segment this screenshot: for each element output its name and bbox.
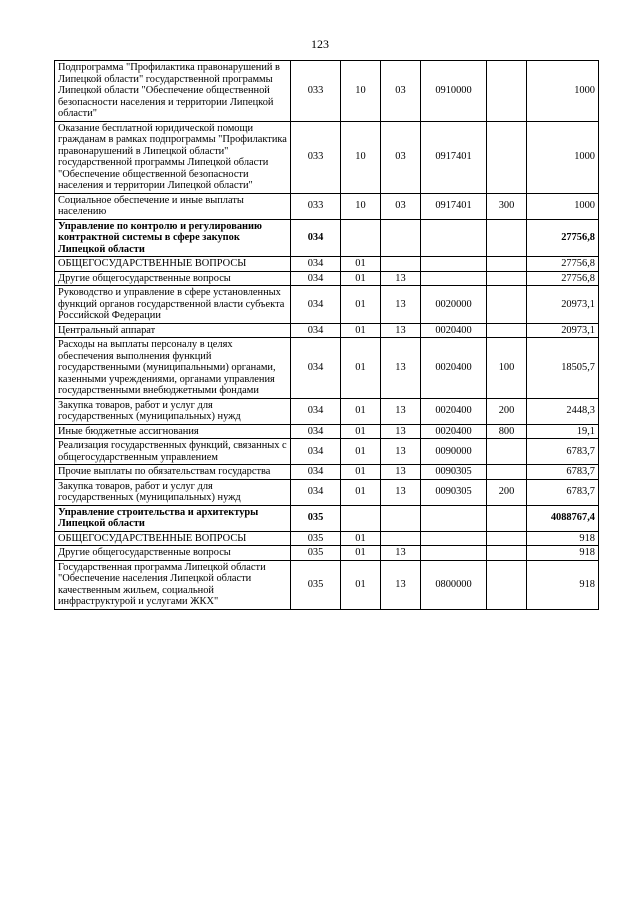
cell-section: 01	[341, 439, 381, 465]
cell-name: ОБЩЕГОСУДАРСТВЕННЫЕ ВОПРОСЫ	[55, 531, 291, 546]
cell-amount: 1000	[527, 121, 599, 193]
cell-expense-type: 800	[487, 424, 527, 439]
cell-name: Прочие выплаты по обязательствам государства	[55, 465, 291, 480]
cell-section: 01	[341, 398, 381, 424]
cell-target-article: 0917401	[421, 121, 487, 193]
cell-target-article	[421, 531, 487, 546]
cell-target-article: 0090305	[421, 479, 487, 505]
cell-subsection: 13	[381, 560, 421, 609]
cell-name: Центральный аппарат	[55, 323, 291, 338]
cell-expense-type	[487, 560, 527, 609]
cell-target-article	[421, 257, 487, 272]
cell-expense-type: 100	[487, 338, 527, 399]
cell-name: Управление по контролю и регулированию контрактной системы в сфере закупок Липецкой области	[55, 219, 291, 257]
cell-subsection: 13	[381, 424, 421, 439]
cell-amount: 4088767,4	[527, 505, 599, 531]
cell-ved: 035	[291, 505, 341, 531]
cell-ved: 034	[291, 439, 341, 465]
cell-target-article: 0910000	[421, 61, 487, 122]
table-row	[55, 424, 599, 439]
cell-name: ОБЩЕГОСУДАРСТВЕННЫЕ ВОПРОСЫ	[55, 257, 291, 272]
cell-section: 10	[341, 193, 381, 219]
table-row	[55, 560, 599, 609]
cell-amount: 918	[527, 531, 599, 546]
cell-name: Подпрограмма "Профилактика правонарушений в Липецкой области" государственной программы Липецкой области "Обеспечение общественной безопасности населения и территории Липецкой области"	[55, 61, 291, 122]
cell-name: Расходы на выплаты персоналу в целях обеспечения выполнения функций государственными (муниципальными) органами, казенными учреждениями, органами управления государственными внебюджетными фондами	[55, 338, 291, 399]
cell-section: 01	[341, 323, 381, 338]
table-row	[55, 531, 599, 546]
cell-subsection	[381, 219, 421, 257]
cell-subsection: 03	[381, 61, 421, 122]
cell-section: 01	[341, 338, 381, 399]
cell-ved: 034	[291, 219, 341, 257]
cell-target-article: 0020400	[421, 424, 487, 439]
table-row	[55, 338, 599, 399]
table-row	[55, 439, 599, 465]
cell-ved: 035	[291, 560, 341, 609]
cell-target-article: 0020400	[421, 338, 487, 399]
cell-subsection	[381, 257, 421, 272]
cell-section	[341, 219, 381, 257]
cell-subsection: 13	[381, 323, 421, 338]
cell-section: 01	[341, 424, 381, 439]
cell-section: 01	[341, 531, 381, 546]
cell-section: 01	[341, 257, 381, 272]
cell-ved: 034	[291, 271, 341, 286]
cell-target-article: 0090305	[421, 465, 487, 480]
cell-ved: 034	[291, 286, 341, 324]
table-row	[55, 257, 599, 272]
cell-section: 10	[341, 61, 381, 122]
cell-name: Закупка товаров, работ и услуг для государственных (муниципальных) нужд	[55, 479, 291, 505]
cell-section: 01	[341, 286, 381, 324]
cell-amount: 1000	[527, 193, 599, 219]
table-row	[55, 479, 599, 505]
cell-target-article: 0020400	[421, 323, 487, 338]
cell-amount: 20973,1	[527, 323, 599, 338]
cell-name: Руководство и управление в сфере установленных функций органов государственной власти субъекта Российской Федерации	[55, 286, 291, 324]
cell-ved: 034	[291, 479, 341, 505]
cell-expense-type: 200	[487, 398, 527, 424]
cell-target-article: 0917401	[421, 193, 487, 219]
cell-ved: 034	[291, 424, 341, 439]
cell-subsection: 13	[381, 439, 421, 465]
cell-section	[341, 505, 381, 531]
cell-ved: 035	[291, 546, 341, 561]
cell-amount: 27756,8	[527, 257, 599, 272]
cell-name: Реализация государственных функций, связанных с общегосударственным управлением	[55, 439, 291, 465]
cell-amount: 18505,7	[527, 338, 599, 399]
cell-amount: 6783,7	[527, 479, 599, 505]
table-row	[55, 193, 599, 219]
table-row	[55, 121, 599, 193]
cell-subsection: 13	[381, 479, 421, 505]
cell-subsection: 13	[381, 271, 421, 286]
cell-expense-type	[487, 505, 527, 531]
cell-amount: 918	[527, 560, 599, 609]
cell-expense-type: 300	[487, 193, 527, 219]
cell-amount: 6783,7	[527, 465, 599, 480]
cell-target-article: 0020400	[421, 398, 487, 424]
cell-name: Закупка товаров, работ и услуг для государственных (муниципальных) нужд	[55, 398, 291, 424]
cell-section: 10	[341, 121, 381, 193]
cell-expense-type	[487, 257, 527, 272]
cell-amount: 27756,8	[527, 271, 599, 286]
table-row	[55, 323, 599, 338]
table-row	[55, 546, 599, 561]
cell-ved: 033	[291, 121, 341, 193]
cell-name: Социальное обеспечение и иные выплаты населению	[55, 193, 291, 219]
cell-subsection	[381, 505, 421, 531]
cell-ved: 034	[291, 257, 341, 272]
cell-target-article	[421, 546, 487, 561]
cell-name: Оказание бесплатной юридической помощи гражданам в рамках подпрограммы "Профилактика правонарушений в Липецкой области" государственной программы Липецкой области "Обеспечение общественной безопасности населения и территории Липецкой области"	[55, 121, 291, 193]
cell-expense-type	[487, 531, 527, 546]
cell-target-article: 0800000	[421, 560, 487, 609]
cell-target-article	[421, 271, 487, 286]
table-row	[55, 271, 599, 286]
cell-name: Управление строительства и архитектуры Липецкой области	[55, 505, 291, 531]
cell-expense-type	[487, 61, 527, 122]
cell-expense-type	[487, 286, 527, 324]
cell-ved: 033	[291, 61, 341, 122]
cell-name: Иные бюджетные ассигнования	[55, 424, 291, 439]
cell-expense-type	[487, 465, 527, 480]
cell-expense-type	[487, 271, 527, 286]
cell-name: Другие общегосударственные вопросы	[55, 271, 291, 286]
cell-amount: 20973,1	[527, 286, 599, 324]
cell-ved: 035	[291, 531, 341, 546]
budget-table	[54, 60, 599, 610]
cell-amount: 19,1	[527, 424, 599, 439]
budget-table-body	[55, 61, 599, 610]
cell-target-article	[421, 505, 487, 531]
cell-section: 01	[341, 271, 381, 286]
cell-ved: 034	[291, 323, 341, 338]
cell-amount: 918	[527, 546, 599, 561]
cell-target-article: 0090000	[421, 439, 487, 465]
cell-expense-type	[487, 546, 527, 561]
cell-ved: 034	[291, 338, 341, 399]
cell-amount: 6783,7	[527, 439, 599, 465]
cell-subsection: 13	[381, 338, 421, 399]
cell-expense-type: 200	[487, 479, 527, 505]
cell-amount: 2448,3	[527, 398, 599, 424]
cell-section: 01	[341, 546, 381, 561]
cell-expense-type	[487, 439, 527, 465]
page-number: 123	[311, 37, 329, 51]
cell-section: 01	[341, 560, 381, 609]
cell-ved: 033	[291, 193, 341, 219]
cell-subsection: 13	[381, 398, 421, 424]
cell-subsection	[381, 531, 421, 546]
cell-section: 01	[341, 479, 381, 505]
cell-expense-type	[487, 219, 527, 257]
table-row	[55, 61, 599, 122]
table-row	[55, 286, 599, 324]
cell-expense-type	[487, 323, 527, 338]
cell-subsection: 13	[381, 465, 421, 480]
cell-target-article	[421, 219, 487, 257]
cell-subsection: 03	[381, 121, 421, 193]
table-row	[55, 219, 599, 257]
cell-amount: 27756,8	[527, 219, 599, 257]
table-row	[55, 465, 599, 480]
cell-target-article: 0020000	[421, 286, 487, 324]
cell-ved: 034	[291, 465, 341, 480]
cell-subsection: 13	[381, 286, 421, 324]
cell-name: Государственная программа Липецкой области "Обеспечение населения Липецкой области качественным жильем, социальной инфраструктурой и услугами ЖКХ"	[55, 560, 291, 609]
cell-name: Другие общегосударственные вопросы	[55, 546, 291, 561]
cell-subsection: 03	[381, 193, 421, 219]
table-row	[55, 505, 599, 531]
table-row	[55, 398, 599, 424]
cell-ved: 034	[291, 398, 341, 424]
cell-expense-type	[487, 121, 527, 193]
cell-subsection: 13	[381, 546, 421, 561]
cell-amount: 1000	[527, 61, 599, 122]
cell-section: 01	[341, 465, 381, 480]
